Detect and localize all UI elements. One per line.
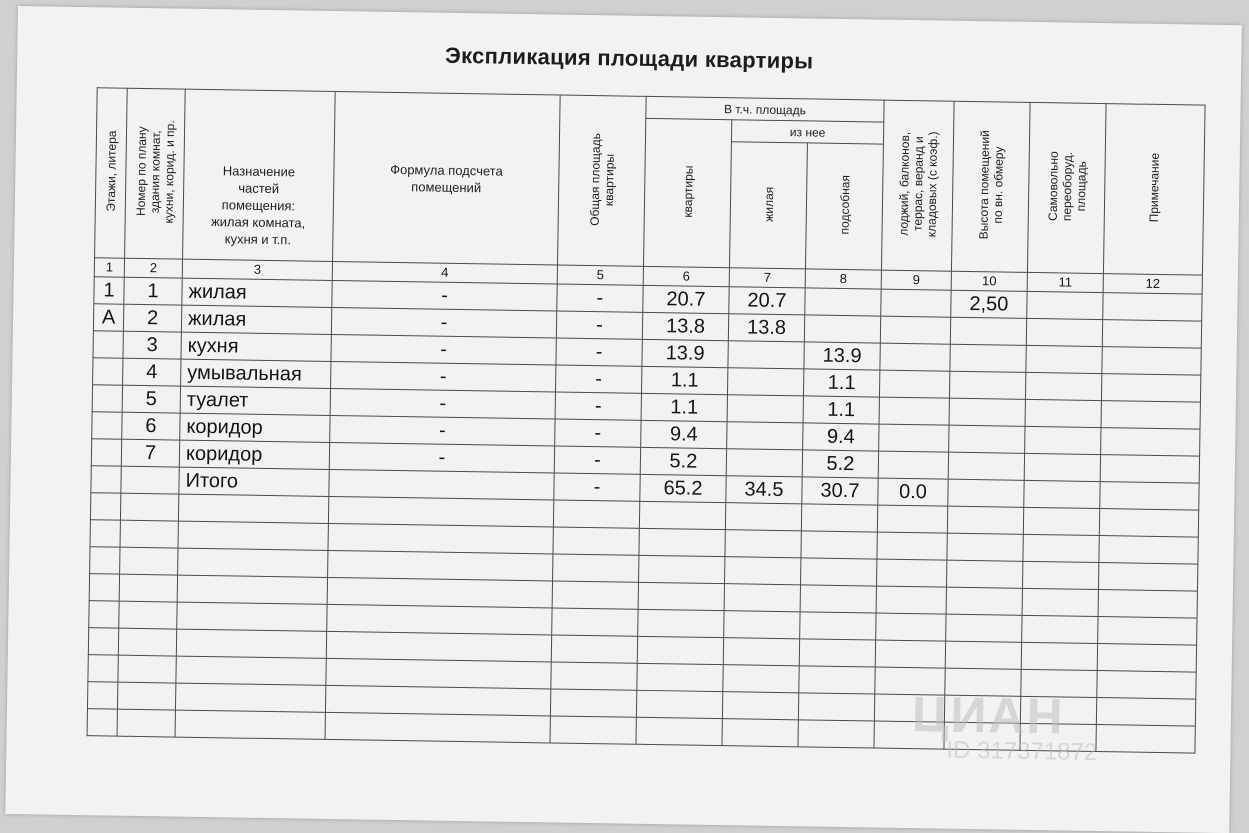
purpose-cell: Итого [179,467,329,496]
note-cell [1101,428,1200,457]
empty-cell [88,628,118,655]
living-area-cell [727,422,803,450]
empty-cell [877,532,947,560]
empty-cell [723,665,799,693]
empty-cell [638,609,724,637]
height-cell [949,371,1025,399]
header-formula: Формула подсчета помещений [333,91,561,265]
height-cell [949,398,1025,426]
empty-cell [800,612,876,640]
empty-cell [636,690,722,718]
empty-cell [636,717,722,745]
height-cell [950,317,1026,345]
empty-cell [1023,507,1099,535]
floor-cell [92,412,122,439]
empty-cell [875,640,945,668]
loggia-area-cell [879,370,949,398]
total-area-cell: - [554,473,640,501]
living-area-cell: 34.5 [726,476,802,504]
empty-cell [178,548,328,577]
note-cell [1100,455,1199,484]
header-plan-number: Номер по плану здания комнат, кухни, корид. и пр. [125,88,186,259]
empty-cell [639,528,725,556]
floor-cell [93,358,123,385]
empty-cell [800,585,876,613]
loggia-area-cell: 0.0 [878,478,948,506]
number-cell: 5 [122,385,180,413]
empty-cell [1096,725,1195,754]
height-cell: 2,50 [951,290,1027,318]
loggia-area-cell [880,316,950,344]
unauthorized-area-cell [1024,453,1100,481]
empty-cell [87,709,117,736]
empty-cell [946,614,1022,642]
header-apartment: квартиры [643,118,731,267]
watermark-id: ID 317371872 [946,736,1098,767]
empty-cell [1099,536,1198,565]
total-area-cell: - [556,311,642,339]
height-cell [950,344,1026,372]
empty-cell [801,531,877,559]
apartment-area-cell: 1.1 [641,393,727,421]
empty-cell [328,550,553,581]
empty-cell [326,631,551,662]
purpose-cell: умывальная [181,359,331,388]
empty-cell [117,709,175,737]
purpose-cell: коридор [179,440,329,469]
floor-cell [91,466,121,493]
empty-cell [120,547,178,575]
note-cell [1102,320,1201,349]
header-purpose: Назначение частей помещения: жилая комната, кухня и т.п. [183,89,336,261]
header-loggias: лоджий, балконов, террас, веранд и кладовых (с коэф.) [881,100,954,271]
empty-cell [178,521,328,550]
total-area-cell: - [556,338,642,366]
empty-cell [1096,698,1195,727]
empty-cell [877,505,947,533]
header-including-area: В т.ч. площадь [646,96,884,122]
empty-cell [637,663,723,691]
empty-cell [722,719,798,747]
auxiliary-area-cell: 5.2 [802,450,878,478]
empty-cell [118,628,176,656]
floor-cell [92,385,122,412]
floor-cell [91,439,121,466]
apartment-area-cell: 1.1 [641,366,727,394]
empty-cell [639,555,725,583]
empty-cell [119,601,177,629]
empty-cell [175,710,325,739]
purpose-cell: жилая [182,278,332,307]
purpose-cell: коридор [180,413,330,442]
watermark-logo: ЦИАН [911,686,1066,745]
empty-cell [1022,588,1098,616]
empty-cell [1022,561,1098,589]
note-cell [1101,401,1200,430]
loggia-area-cell [878,451,948,479]
height-cell [948,452,1024,480]
living-area-cell: 20.7 [729,287,805,315]
empty-cell [325,685,550,716]
number-cell: 2 [123,304,181,332]
floor-cell [93,331,123,358]
empty-cell [553,554,639,582]
empty-cell [327,577,552,608]
empty-cell [551,662,637,690]
purpose-cell: туалет [180,386,330,415]
header-room-height: Высота помещений по вн. обмеру [951,101,1030,272]
note-cell [1102,347,1201,376]
empty-cell [118,655,176,683]
apartment-area-cell: 13.9 [642,339,728,367]
formula-cell [329,469,554,500]
empty-cell [947,533,1023,561]
empty-cell [178,494,328,523]
formula-cell: - [331,307,556,338]
empty-cell [639,501,725,529]
unauthorized-area-cell [1026,318,1102,346]
empty-cell [90,547,120,574]
header-unauthorized-area: Самовольно переоборуд. площадь [1027,102,1106,273]
empty-cell [552,581,638,609]
empty-cell [945,641,1021,669]
empty-cell [550,716,636,744]
empty-cell [1098,617,1197,646]
unauthorized-area-cell [1024,480,1100,508]
unauthorized-area-cell [1026,345,1102,373]
living-area-cell [727,368,803,396]
document-sheet [5,6,1242,833]
apartment-area-cell: 9.4 [641,420,727,448]
empty-cell [328,523,553,554]
auxiliary-area-cell: 9.4 [803,423,879,451]
explication-table [87,87,1206,753]
number-cell: 4 [123,358,181,386]
floor-cell: 1 [94,277,124,304]
height-cell [948,479,1024,507]
empty-cell [1023,534,1099,562]
empty-cell [177,602,327,631]
header-of-which: из нее [731,120,883,144]
empty-cell [552,608,638,636]
auxiliary-area-cell [805,288,881,316]
empty-cell [1097,644,1196,673]
empty-cell [88,655,118,682]
empty-cell [725,503,801,531]
empty-cell [724,611,800,639]
empty-cell [799,639,875,667]
total-area-cell: - [557,284,643,312]
empty-cell [90,520,120,547]
empty-cell [176,629,326,658]
empty-cell [550,689,636,717]
empty-cell [725,557,801,585]
number-cell: 3 [123,331,181,359]
document-title: Экспликация площади квартиры [444,42,814,74]
empty-cell [176,656,326,685]
empty-cell [724,584,800,612]
number-cell: 1 [124,277,182,305]
unauthorized-area-cell [1027,291,1103,319]
formula-cell: - [329,442,554,473]
empty-cell [946,560,1022,588]
formula-cell: - [330,415,555,446]
number-cell: 6 [122,412,180,440]
empty-cell [722,692,798,720]
header-auxiliary: подсобная [805,143,883,270]
empty-cell [326,658,551,689]
empty-cell [120,493,178,521]
purpose-cell: кухня [181,332,331,361]
empty-cell [551,635,637,663]
empty-cell [637,636,723,664]
formula-cell: - [331,334,556,365]
floor-cell: А [93,304,123,331]
column-number-row: 1 2 3 4 5 6 7 8 9 10 11 12 [94,258,1202,294]
empty-cell [725,530,801,558]
living-area-cell [728,341,804,369]
note-cell [1103,293,1202,322]
living-area-cell: 13.8 [728,314,804,342]
empty-cell [117,682,175,710]
empty-cell [723,638,799,666]
auxiliary-area-cell: 13.9 [804,342,880,370]
apartment-area-cell: 13.8 [642,312,728,340]
empty-cell [946,587,1022,615]
purpose-cell: жилая [181,305,331,334]
formula-cell: - [331,361,556,392]
loggia-area-cell [879,397,949,425]
auxiliary-area-cell [804,315,880,343]
header-total-area: Общая площадь квартиры [557,95,646,266]
formula-cell: - [332,280,557,311]
unauthorized-area-cell [1025,372,1101,400]
loggia-area-cell [879,424,949,452]
living-area-cell [726,449,802,477]
header-note: Примечание [1103,104,1205,276]
empty-cell [328,496,553,527]
total-area-cell: - [556,365,642,393]
height-cell [949,425,1025,453]
empty-cell [89,601,119,628]
empty-cell [177,575,327,604]
total-area-cell: - [555,392,641,420]
total-area-cell: - [555,419,641,447]
empty-cell [1099,509,1198,538]
empty-cell [325,712,550,743]
empty-cell [638,582,724,610]
apartment-area-cell: 20.7 [643,285,729,313]
empty-cell [801,558,877,586]
empty-cell [1098,563,1197,592]
empty-cell [89,574,119,601]
header-floor: Этажи, литера [95,88,128,258]
empty-cell [553,527,639,555]
total-area-cell: - [554,446,640,474]
empty-cell [553,500,639,528]
loggia-area-cell [880,343,950,371]
empty-cell [327,604,552,635]
empty-cell [1097,671,1196,700]
empty-cell [90,493,120,520]
empty-cell [119,574,177,602]
empty-cell [801,504,877,532]
empty-cell [799,666,875,694]
number-cell: 7 [121,439,179,467]
empty-cell [1022,615,1098,643]
loggia-area-cell [881,289,951,317]
apartment-area-cell: 65.2 [640,474,726,502]
number-cell [121,466,179,494]
note-cell [1100,482,1199,511]
note-cell [1101,374,1200,403]
auxiliary-area-cell: 1.1 [803,396,879,424]
empty-cell [798,693,874,721]
living-area-cell [727,395,803,423]
empty-cell [87,682,117,709]
header-living: жилая [729,142,807,269]
apartment-area-cell: 5.2 [640,447,726,475]
empty-cell [798,720,874,748]
empty-cell [876,559,946,587]
empty-cell [876,586,946,614]
unauthorized-area-cell [1025,426,1101,454]
formula-cell: - [330,388,555,419]
empty-cell [1098,590,1197,619]
empty-cell [947,506,1023,534]
empty-cell [1021,642,1097,670]
unauthorized-area-cell [1025,399,1101,427]
empty-cell [175,683,325,712]
auxiliary-area-cell: 1.1 [803,369,879,397]
empty-cell [876,613,946,641]
empty-cell [120,520,178,548]
auxiliary-area-cell: 30.7 [802,477,878,505]
